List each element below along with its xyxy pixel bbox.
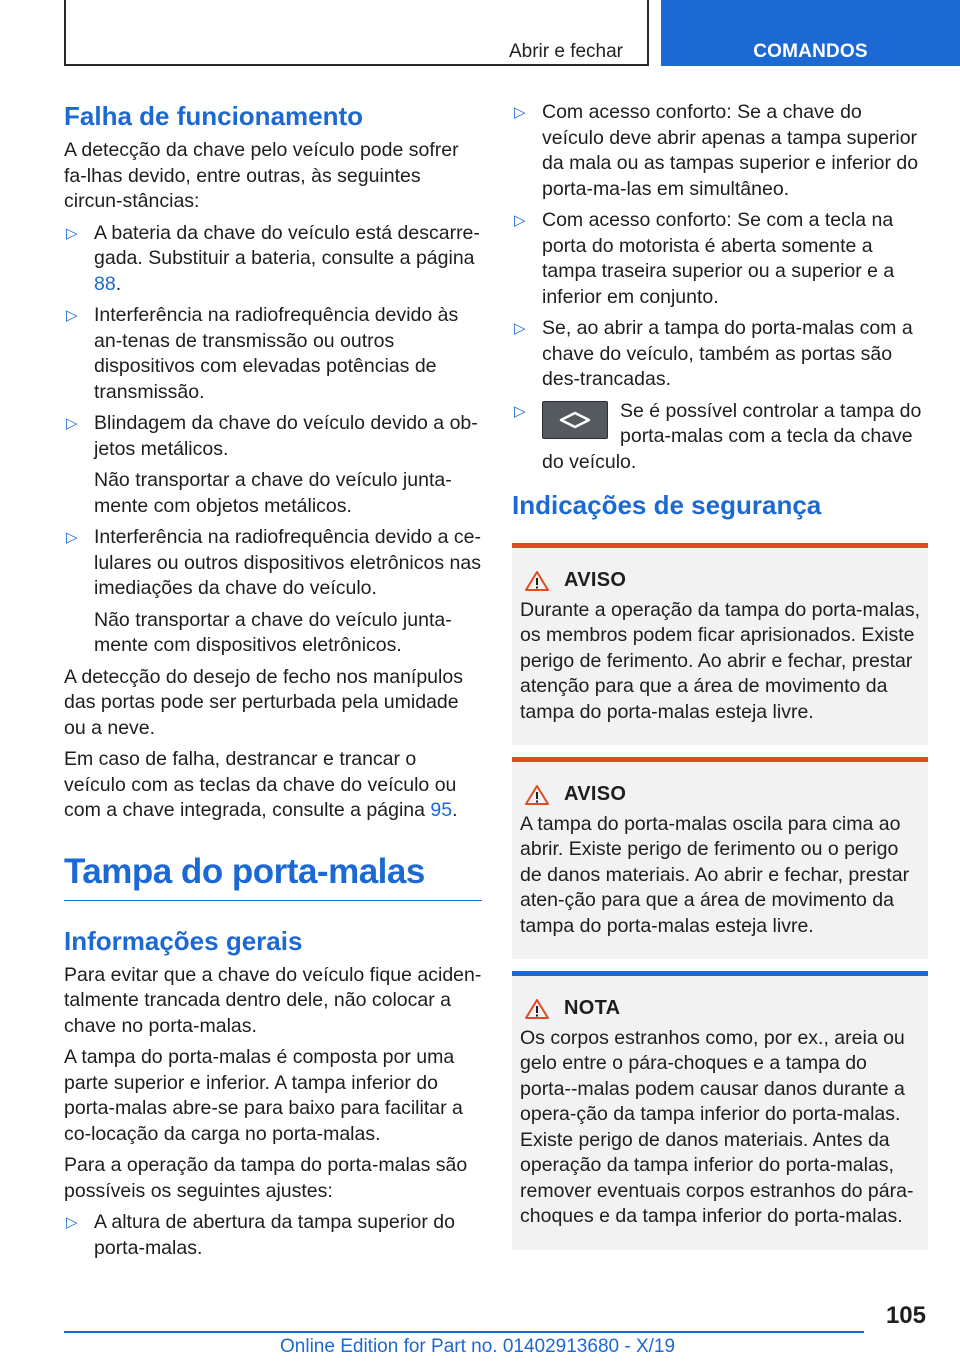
list-item-text: Com acesso conforto: Se a chave do veículo deve abrir apenas a tampa superior da mala ou as tampas superior e inferior do porta-ma-las em simultâneo. [542,101,919,200]
list-item-subtext: Não transportar a chave do veículo junta-mente com dispositivos eletrônicos. [94,608,452,656]
list-item-text: A bateria da chave do veículo está descarre-gada. Substituir a bateria, consulte a página [94,221,480,269]
list-item-text: A altura de abertura da tampa superior do porta-malas. [94,1211,455,1259]
triangle-bullet-icon: ▷ [66,415,78,432]
warning-label: AVISO [564,783,627,805]
list-item-text: Interferência na radiofrequência devido às an-tenas de transmissão ou outros dispositivos com elevadas potências de transmissão. [94,304,459,403]
paragraph: Para a operação da tampa do porta-malas são possíveis os seguintes ajustes: [64,1154,468,1202]
triangle-bullet-icon: ▷ [514,402,526,420]
paragraph-text: Em caso de falha, destrancar e trancar o veículo com as teclas da chave do veículo ou com a chave integrada, consulte a página [64,748,457,821]
list-item-subtext: Não transportar a chave do veículo junta-mente com objetos metálicos. [94,469,452,517]
malfunction-intro: A detecção da chave pelo veículo pode sofrer fa-lhas devido, entre outras, às seguintes circun-stâncias: [64,139,459,212]
warning-box [512,543,928,745]
page-number: 105 [885,1302,926,1329]
warning-title [520,782,920,808]
triangle-bullet-icon: ▷ [514,212,526,229]
list-item-text: Blindagem da chave do veículo devido a ob-jetos metálicos. [94,412,478,460]
general-info-heading: Informações gerais [64,925,303,956]
page-link-95[interactable]: 95 [430,799,453,821]
note-label: NOTA [564,997,621,1019]
paragraph: A tampa do porta-malas é composta por uma parte superior e inferior. A tampa inferior do porta-malas abre-se para baixo para facilitar a co-locação da carga no porta-malas. [64,1046,463,1145]
paragraph: Para evitar que a chave do veículo fique aciden-talmente trancada dentro dele, não colocar a chave no porta-malas. [64,963,482,1037]
safety-heading: Indicações de segurança [512,490,822,520]
list-item [64,411,482,519]
list-item [512,208,928,310]
list-item-text: Se, ao abrir a tampa do porta-malas com a chave do veículo, também as portas são des-trancadas. [542,317,913,390]
triangle-bullet-icon: ▷ [66,224,78,242]
triangle-bullet-icon: ▷ [66,1214,78,1231]
list-item [512,316,928,393]
warning-triangle-icon [524,784,550,806]
paragraph: Em caso de falha, destrancar e trancar o veículo com as teclas da chave do veículo ou com a chave integrada, consulte a página 95. [64,748,458,821]
header-section-box [64,0,649,66]
tailgate-key-button-icon [542,401,608,439]
tailgate-heading: Tampa do porta-malas [64,851,425,891]
malfunction-heading: Falha de funcionamento [64,101,364,131]
list-item-text: Se é possível controlar a tampa do porta-malas com a tecla da chave do veículo. [542,399,922,473]
tailgate-heading-wrap [64,850,482,901]
footer-divider [64,1331,864,1333]
header-section-label: Abrir e fechar [508,41,623,62]
list-item [64,303,482,405]
warning-box [512,757,928,959]
triangle-bullet-icon: ▷ [514,320,526,337]
warning-title [520,568,920,594]
warning-triangle-icon [524,570,550,592]
warning-label: AVISO [564,569,627,591]
warning-text: Durante a operação da tampa do porta-malas, os membros podem ficar aprisionados. Existe perigo de ferimento. Ao abrir e fechar, prestar atenção para que a área de movimento da tampa do porta-malas esteja livre. [520,598,920,723]
note-box [512,971,928,1250]
warning-triangle-icon [524,998,550,1020]
list-item [64,1210,482,1261]
left-column [64,100,482,1267]
edition-footer: Online Edition for Part no. 01402913680 - X/19 [280,1336,676,1357]
header-chapter-tab[interactable] [661,0,960,66]
list-item: ▷ A bateria da chave do veículo está descarre-gada. Substituir a bateria, consulte a página 88. [66,221,480,295]
note-text: Os corpos estranhos como, por ex., areia ou gelo entre o pára-choques e a tampa do porta--malas podem causar danos durante a opera-ção da tampa inferior do porta-malas. Existe perigo de danos materiais. Antes da operação da tampa inferior do porta-malas, remover eventuais corpos estranhos do pára-choques e da tampa inferior do porta-malas. [520,1026,914,1227]
list-item [512,100,928,202]
note-title [520,996,920,1022]
triangle-bullet-icon: ▷ [514,104,526,121]
list-item-with-icon [512,399,928,476]
list-item-text: Com acesso conforto: Se com a tecla na porta do motorista é aberta somente a tampa traseira superior ou a superior e a inferior em conjunto. [542,209,895,308]
triangle-bullet-icon: ▷ [66,529,78,546]
list-item-text: Interferência na radiofrequência devido a ce-lulares ou outros dispositivos eletrônicos nas imediações da chave do veículo. [94,526,481,599]
triangle-bullet-icon: ▷ [66,307,78,324]
right-column [512,100,928,1262]
header-chapter-label: COMANDOS [753,41,868,62]
page-link-88[interactable]: 88 [94,272,116,295]
warning-text: A tampa do porta-malas oscila para cima ao abrir. Existe perigo de ferimento ou o perigo de danos materiais. Ao abrir e fechar, prestar aten-ção para que a área de movimento da tampa do porta-malas esteja livre. [520,812,910,937]
list-item [64,525,482,659]
paragraph: A detecção do desejo de fecho nos manípulos das portas pode ser perturbada pela umidade ou a neve. [64,665,463,739]
